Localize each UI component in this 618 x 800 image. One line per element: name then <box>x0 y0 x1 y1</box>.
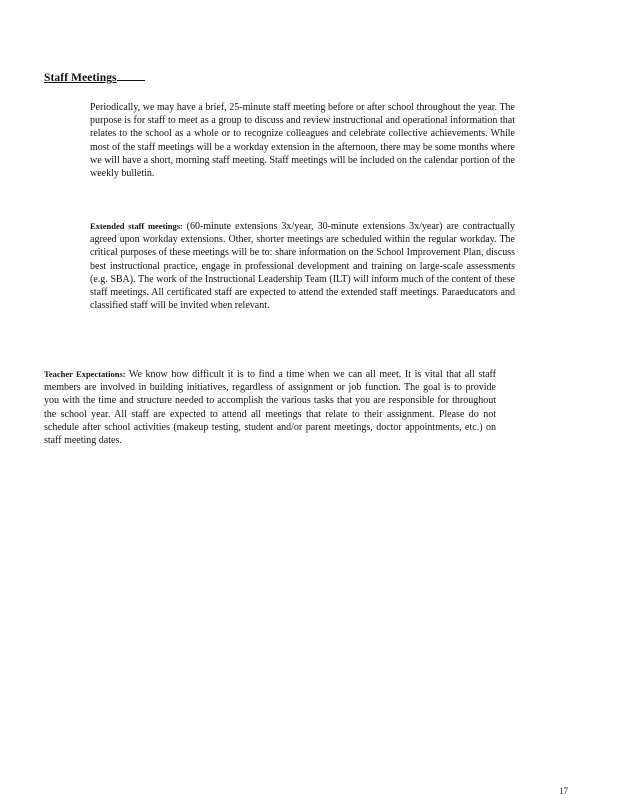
teacher-expectations-text: We know how difficult it is to find a time when we can all meet. It is vital that all staff members are involved in building initiatives, regardless of assignment or job function. The goal is to provide you with the time and structure needed to accomplish the various tasks that you are responsible for throughout the school year. All staff are expected to attend all meetings that relate to their assignment. Please do not schedule after school activities (makeup testing, student and/or parent meetings, doctor appointments, etc.) on staff meeting dates. <box>44 369 496 447</box>
section-heading: Staff Meetings <box>44 72 145 84</box>
extended-meetings-text: (60-minute extensions 3x/year, 30-minute extensions 3x/year) are contractually agreed upon workday extensions. Other, shorter meetings are scheduled within the regular workday. The critical purposes of these meetings will be to: share information on the School Improvement Plan, discuss best instructional practice, engage in professional development and training on large-scale assessments (e.g. SBA). The work of the Instructional Leadership Team (ILT) will inform much of the content of these staff meetings. All certificated staff are expected to attend the extended staff meetings. Paraeducators and classified staff will be invited when relevant. <box>90 221 515 312</box>
staff-meetings-paragraph: Periodically, we may have a brief, 25-minute staff meeting before or after school throughout the year. The purpose is for staff to meet as a group to discuss and review instructional and operational information that relates to the school as a whole or to recognize colleagues and celebrate collective achievements. While most of the staff meetings will be a workday extension in the afternoon, there may be some months where we will have a short, morning staff meeting. Staff meetings will be included on the calendar portion of the weekly bulletin. <box>90 102 515 180</box>
page-number: 17 <box>559 786 568 796</box>
extended-meetings-paragraph <box>90 220 515 312</box>
teacher-expectations-lead: Teacher Expectations: <box>44 369 129 379</box>
extended-meetings-lead: Extended staff meetings: <box>90 221 187 231</box>
teacher-expectations-paragraph <box>44 368 496 447</box>
